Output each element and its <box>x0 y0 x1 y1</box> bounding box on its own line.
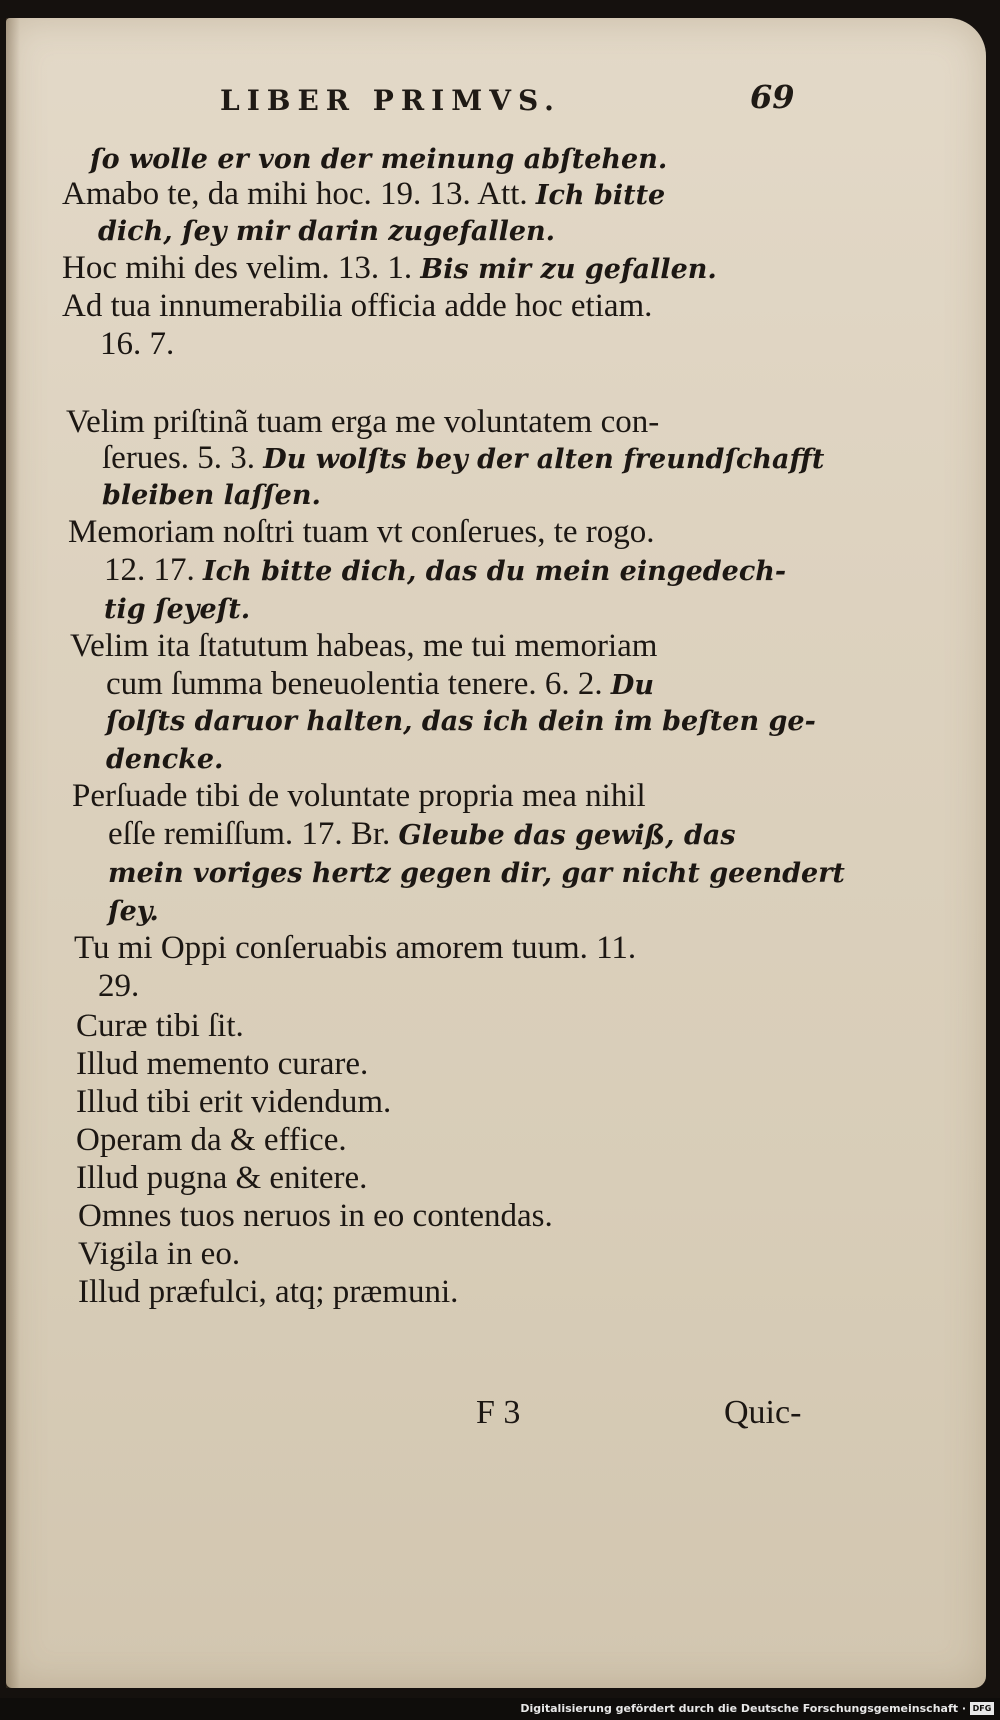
german-gloss: ſey. <box>108 896 159 927</box>
latin-phrase: Perſuade tibi de voluntate propria mea nihil <box>72 778 646 814</box>
latin-phrase: Velim priſtinã tuam erga me voluntatem con- <box>66 404 660 440</box>
text-line <box>66 402 659 442</box>
page-number: 69 <box>750 78 795 116</box>
text-line <box>100 324 174 364</box>
latin-phrase: Omnes tuos neruos in eo contendas. <box>78 1198 553 1234</box>
text-line <box>108 814 736 854</box>
latin-phrase: Memoriam noſtri tuam vt conſerues, te rogo. <box>68 514 655 550</box>
latin-phrase: Amabo te, da mihi hoc. 19. 13. Att. <box>62 176 536 212</box>
latin-phrase: Illud pugna & enitere. <box>76 1160 368 1196</box>
german-gloss: Du <box>610 670 654 701</box>
text-line <box>78 1272 458 1312</box>
text-line <box>98 210 555 250</box>
latin-phrase: cum ſumma beneuolentia tenere. 6. 2. <box>106 666 611 702</box>
text-line <box>104 588 250 628</box>
text-line <box>106 664 654 704</box>
latin-phrase: Vigila in eo. <box>78 1236 241 1272</box>
latin-phrase: ſerues. 5. 3. <box>102 440 264 476</box>
latin-phrase: 12. 17. <box>104 552 203 588</box>
text-line <box>76 1044 368 1084</box>
text-line <box>106 700 816 740</box>
text-line <box>90 138 667 178</box>
latin-phrase: Hoc mihi des velim. 13. 1. <box>62 250 421 286</box>
text-line <box>102 474 321 514</box>
text-line <box>108 852 845 892</box>
latin-phrase: Velim ita ſtatutum habeas, me tui memoriam <box>70 628 658 664</box>
text-line <box>76 1082 391 1122</box>
german-gloss: dencke. <box>106 744 224 775</box>
text-line <box>76 1006 244 1046</box>
german-gloss: dich, ſey mir darin zugefallen. <box>98 216 556 247</box>
text-line <box>76 1120 347 1160</box>
german-gloss: Gleube das gewiß, das <box>398 820 736 851</box>
latin-phrase: Ad tua innumerabilia officia adde hoc etiam. <box>62 288 653 324</box>
text-line <box>108 890 159 930</box>
german-gloss: ſolſts daruor halten, das ich dein im beſten ge- <box>106 706 816 737</box>
running-head: LIBER PRIMVS. <box>220 84 561 117</box>
german-gloss: bleiben laſſen. <box>102 480 321 511</box>
signature-mark: F 3 <box>476 1394 521 1431</box>
text-line <box>78 1234 240 1274</box>
text-line <box>78 1196 553 1236</box>
text-line <box>62 286 652 326</box>
latin-phrase: Illud memento curare. <box>76 1046 369 1082</box>
text-line <box>68 512 655 552</box>
german-gloss: tig ſeyeſt. <box>104 594 251 625</box>
credit-bar <box>0 1698 1000 1720</box>
german-gloss: Ich bitte <box>535 180 666 211</box>
latin-phrase: Illud tibi erit videndum. <box>76 1084 392 1120</box>
text-line <box>72 776 646 816</box>
text-line <box>106 738 223 778</box>
catchword: Quic- <box>724 1394 802 1431</box>
book-page <box>6 18 986 1688</box>
latin-phrase: 16. 7. <box>100 326 175 362</box>
latin-phrase: Operam da & effice. <box>76 1122 347 1158</box>
text-line <box>70 626 657 666</box>
text-line <box>104 550 786 590</box>
text-line <box>102 438 824 478</box>
text-line <box>62 174 665 214</box>
german-gloss: Ich bitte dich, das du mein eingedech- <box>203 556 787 587</box>
text-line <box>74 928 636 968</box>
latin-phrase: Curæ tibi ſit. <box>76 1008 244 1044</box>
text-line <box>62 248 717 288</box>
latin-phrase: Tu mi Oppi conſeruabis amorem tuum. 11. <box>74 930 637 966</box>
latin-phrase: Illud præfulci, atq; præmuni. <box>78 1274 459 1310</box>
page-header <box>6 70 986 120</box>
dfg-logo-icon: DFG <box>970 1702 994 1715</box>
latin-phrase: 29. <box>98 968 140 1004</box>
german-gloss: ſo wolle er von der meinung abſtehen. <box>90 144 668 175</box>
page-footer <box>6 1388 986 1448</box>
latin-phrase: eſſe remiſſum. 17. Br. <box>108 816 399 852</box>
digitization-credit: Digitalisierung gefördert durch die Deutsche Forschungsgemeinschaft · <box>520 1702 966 1715</box>
text-line <box>98 966 139 1006</box>
text-line <box>76 1158 367 1198</box>
german-gloss: Bis mir zu gefallen. <box>420 254 717 285</box>
german-gloss: mein voriges hertz gegen dir, gar nicht geendert <box>108 858 845 889</box>
german-gloss: Du wolſts bey der alten freundſchafft <box>263 444 825 475</box>
